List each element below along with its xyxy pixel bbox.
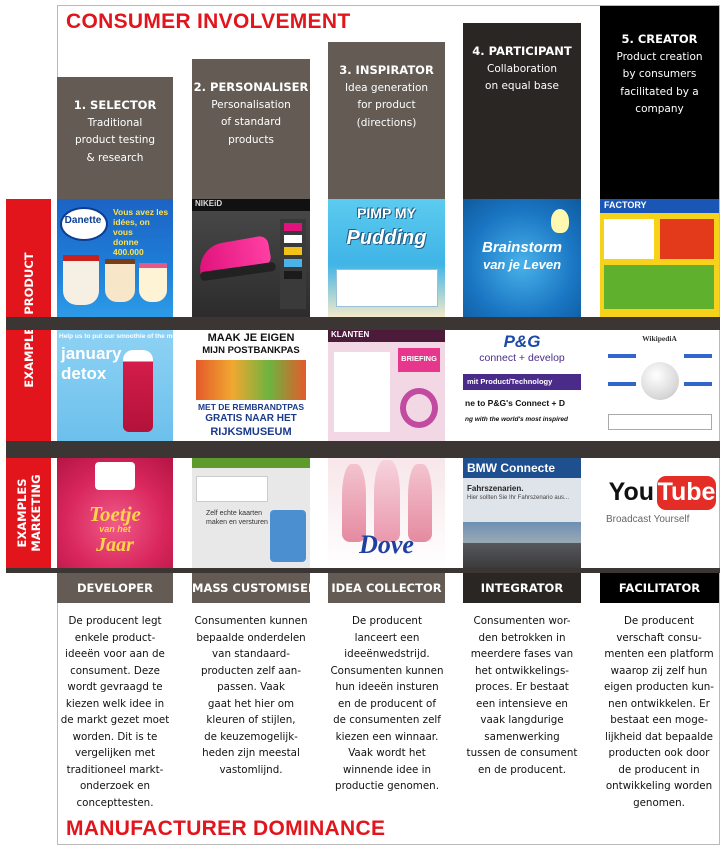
column-title: 1. SELECTOR <box>73 98 157 112</box>
dessert-box-shape <box>95 462 135 490</box>
card-maker-line2: maken en versturen <box>206 519 268 526</box>
smoothie-bottle-shape <box>123 350 153 432</box>
example-image-nikeid <box>192 199 310 317</box>
example-image-youtube <box>600 458 719 568</box>
row-label-marketing-text <box>15 474 43 551</box>
role-label-facilitator: FACILITATOR <box>600 573 719 603</box>
example-image-card-maker <box>192 458 310 568</box>
row-divider <box>6 441 720 458</box>
column-subtitle: Collaboration on equal base <box>485 62 559 92</box>
row-label-marketing <box>6 458 51 568</box>
pg-line2: mit Product/Technology <box>467 377 553 386</box>
example-image-postbank <box>192 330 310 441</box>
column-title: 4. PARTICIPANT <box>472 44 572 58</box>
youtube-you: You <box>608 478 654 506</box>
bankcard-collage <box>196 360 306 400</box>
brainstorm-title: Brainstorm <box>481 239 563 256</box>
example-image-pimp-my-pudding <box>328 199 445 317</box>
lego-panel <box>660 219 714 259</box>
innocent-title: january <box>61 344 122 363</box>
column-subtitle: Idea generation for product (directions) <box>344 81 429 129</box>
brainstorm-subtitle: van je Leven <box>482 257 562 272</box>
klanten-badge: BRIEFING <box>401 354 437 363</box>
lego-panel <box>604 219 654 259</box>
dessert-cup-shape <box>105 259 135 302</box>
postbank-line5: RIJKSMUSEUM <box>210 426 292 438</box>
innocent-top-text: Help us to put our smoothie of the month <box>59 333 187 340</box>
toetje-mid: van het <box>99 524 131 534</box>
example-image-dove <box>328 458 445 568</box>
youtube-tagline: Broadcast Yourself <box>606 514 690 525</box>
column-header-selector <box>57 77 173 199</box>
postbank-line3: MET DE REMBRANDTPAS <box>197 402 305 412</box>
description-integrator: Consumenten wor- den betrokken in meerdere fases van het ontwikkelings- proces. Er bestaat een intensieve en vaak langdurige samenwerking tussen de consument en de producent. <box>466 615 578 776</box>
bmw-title: BMW Connecte <box>467 461 555 475</box>
column-subtitle: Product creation by consumers facilitated by a company <box>616 50 703 115</box>
web-form-panel <box>336 269 438 307</box>
example-image-lego-factory <box>600 199 719 317</box>
dessert-cup-shape <box>139 263 167 302</box>
road-photo <box>463 522 581 568</box>
column-header-creator <box>600 6 719 199</box>
example-image-pg <box>463 330 581 441</box>
footer-title: MANUFACTURER DOMINANCE <box>66 817 386 840</box>
description-idea-collector: De producent lanceert een ideeënwedstrijd. Consumenten kunnen hun ideeën insturen en de producent of de consumenten zelf kiezen een winnaar. Vaak wordt het winnende idee in productie genomen. <box>330 615 444 792</box>
pg-line3: ne to P&G's Connect + D <box>465 398 566 408</box>
wiki-link <box>684 382 712 386</box>
dessert-cup-shape <box>63 255 99 305</box>
wiki-link <box>608 354 636 358</box>
lego-label: FACTORY <box>604 200 647 210</box>
lego-panel <box>604 265 714 309</box>
column-title: 2. PERSONALISER <box>193 80 309 94</box>
toetje-title: Toetje <box>89 502 141 526</box>
example-image-toetje <box>57 458 173 568</box>
klanten-label: KLANTEN <box>331 330 370 339</box>
postbank-line2: MIJN POSTBANKPAS <box>202 345 300 356</box>
danone-caption: Vous avez les idées, on vous donne 400.000 <box>113 207 169 257</box>
card-image-shape <box>270 510 306 562</box>
row-divider <box>6 317 720 330</box>
role-label-mass-customiser: MASS CUSTOMISER <box>192 573 310 603</box>
wikipedia-globe-icon <box>641 362 679 400</box>
pg-line4: ng with the world's most inspired <box>465 416 569 423</box>
description-facilitator: De producent verschaft consu- menten een platform waarop zij zelf hun eigen producten kun- nen ontwikkelen. Er bestaat een moge- lijkheid dat bepaalde producten ook door de producent in ontwikkeling worden genomen. <box>603 615 715 809</box>
role-label-idea-collector: IDEA COLLECTOR <box>328 573 445 603</box>
column-subtitle: Traditional product testing & research <box>74 116 156 164</box>
role-label-developer: DEVELOPER <box>57 573 173 603</box>
description-mass-customiser: Consumenten kunnen bepaalde onderdelen van standaard- producten zelf aan- passen. Vaak gaat het hier om kleuren of stijlen, de keuzemogelijk- heden zijn meestal vastomlijnd. <box>194 615 308 776</box>
card-preview <box>196 476 268 502</box>
card-maker-line1: Zelf echte kaarten <box>206 510 263 517</box>
wiki-link <box>608 382 636 386</box>
klanten-collage <box>334 352 390 432</box>
example-image-wikipedia <box>600 330 719 441</box>
header-title: CONSUMER INVOLVEMENT <box>66 10 351 33</box>
wikipedia-label: WikipediA <box>642 334 677 343</box>
column-title: 5. CREATOR <box>621 32 698 46</box>
lightbulb-icon <box>551 209 569 233</box>
pimp-title: PIMP MY <box>357 205 416 221</box>
bmw-line2: Fahrszenarien. <box>467 484 524 493</box>
column-title: 3. INSPIRATOR <box>339 63 434 77</box>
column-subtitle: Personalisation of standard products <box>211 98 291 146</box>
pg-line1: connect + develop <box>479 352 565 364</box>
column-header-personaliser <box>192 59 310 199</box>
example-image-bmw <box>463 458 581 568</box>
row-label-marketing-line2: MARKETING <box>28 474 43 552</box>
innocent-subtitle: detox <box>61 364 107 383</box>
example-image-danone <box>57 199 173 317</box>
example-image-brainstorm <box>463 199 581 317</box>
wiki-search-field <box>608 414 712 430</box>
column-header-inspirator <box>328 42 445 199</box>
postbank-line4: GRATIS NAAR HET <box>205 413 297 424</box>
bmw-line3: Hier sollten Sie Ihr Fahrszenario aus... <box>467 495 570 501</box>
youtube-tube: Tube <box>657 478 716 506</box>
role-label-integrator: INTEGRATOR <box>463 573 581 603</box>
site-header-bar <box>192 458 310 468</box>
toetje-subtitle: Jaar <box>96 534 134 556</box>
nike-label: NIKEiD <box>195 199 223 208</box>
pg-logo: P&G <box>503 332 541 351</box>
danone-logo-text: Danette <box>64 215 102 226</box>
color-palette <box>280 219 306 309</box>
wiki-link <box>684 354 712 358</box>
row-label-marketing-line1: EXAMPLES <box>14 478 29 548</box>
example-image-innocent <box>57 330 187 441</box>
description-developer: De producent legt enkele product- ideeën voor aan de consument. Deze wordt gevraagd te kiezen welk idee in de markt gezet moet worden. Dit is te vergelijken met traditioneel markt- onderzoek en concepttesten. <box>60 615 170 809</box>
dove-logo-text: Dove <box>359 530 414 559</box>
pimp-subtitle: Pudding <box>346 227 427 249</box>
column-header-participant <box>463 23 581 199</box>
example-image-klanten <box>328 330 445 441</box>
postbank-line1: MAAK JE EIGEN <box>207 332 295 344</box>
klanten-decoration <box>400 388 438 428</box>
